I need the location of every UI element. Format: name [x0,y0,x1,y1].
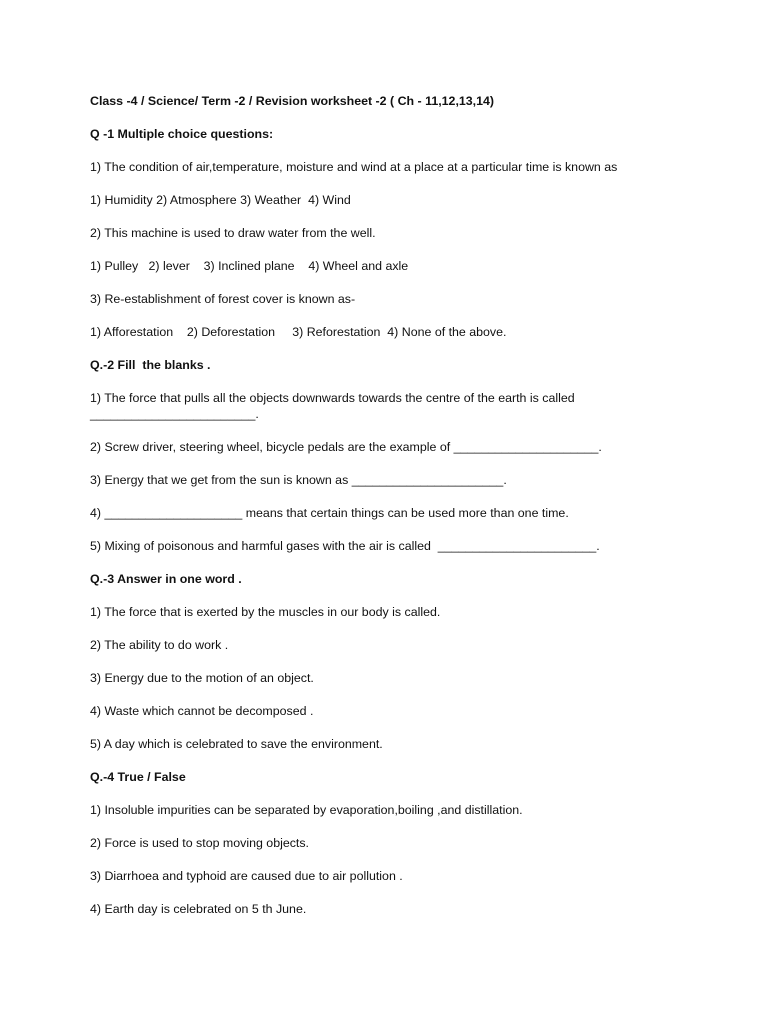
true-false-item: 3) Diarrhoea and typhoid are caused due to air pollution . [90,869,403,883]
worksheet-title: Class -4 / Science/ Term -2 / Revision worksheet -2 ( Ch - 11,12,13,14) [90,94,495,108]
one-word-item: 5) A day which is celebrated to save the environment. [90,737,383,751]
true-false-item: 4) Earth day is celebrated on 5 th June. [90,902,307,916]
section-heading-q2: Q.-2 Fill the blanks . [90,358,211,372]
fill-blank-item: 3) Energy that we get from the sun is known as ______________________. [90,473,507,487]
one-word-item: 3) Energy due to the motion of an object. [90,671,314,685]
section-heading-q3: Q.-3 Answer in one word . [90,572,242,586]
fill-blank-item: 5) Mixing of poisonous and harmful gases with the air is called _______________________. [90,539,600,553]
fill-blank-continuation: ________________________. [90,407,259,421]
fill-blank-item: 4) ____________________ means that certain things can be used more than one time. [90,506,569,520]
question-options: 1) Humidity 2) Atmosphere 3) Weather 4) Wind [90,193,351,207]
section-heading-q4: Q.-4 True / False [90,770,186,784]
one-word-item: 4) Waste which cannot be decomposed . [90,704,314,718]
question-text: 1) The condition of air,temperature, moisture and wind at a place at a particular time is known as [90,160,618,174]
question-options: 1) Afforestation 2) Deforestation 3) Reforestation 4) None of the above. [90,325,507,339]
worksheet-page [90,94,730,935]
fill-blank-item: 1) The force that pulls all the objects downwards towards the centre of the earth is called [90,391,575,405]
question-text: 2) This machine is used to draw water from the well. [90,226,376,240]
true-false-item: 1) Insoluble impurities can be separated by evaporation,boiling ,and distillation. [90,803,523,817]
section-heading-q1: Q -1 Multiple choice questions: [90,127,274,141]
true-false-item: 2) Force is used to stop moving objects. [90,836,310,850]
fill-blank-item: 2) Screw driver, steering wheel, bicycle pedals are the example of _____________________. [90,440,602,454]
one-word-item: 1) The force that is exerted by the muscles in our body is called. [90,605,441,619]
one-word-item: 2) The ability to do work . [90,638,229,652]
question-text: 3) Re-establishment of forest cover is known as- [90,292,356,306]
question-options: 1) Pulley 2) lever 3) Inclined plane 4) Wheel and axle [90,259,409,273]
